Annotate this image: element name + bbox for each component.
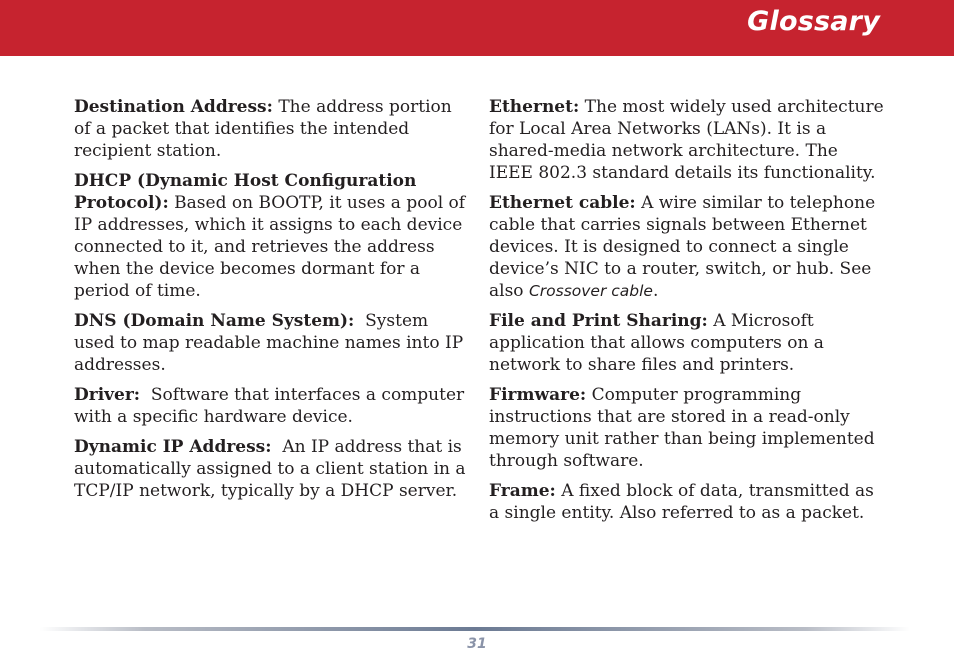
glossary-definition: Software that interfaces a computer with a specific hardware device.	[74, 385, 465, 427]
glossary-definition-end: .	[652, 281, 659, 301]
glossary-entry	[74, 310, 466, 376]
glossary-term: Firmware:	[489, 385, 587, 405]
glossary-entry	[489, 192, 885, 302]
glossary-term: Driver:	[74, 385, 141, 405]
glossary-term: Ethernet:	[489, 97, 580, 117]
glossary-entry	[489, 384, 885, 472]
page-number: 31	[467, 636, 487, 652]
glossary-entry	[74, 436, 466, 502]
glossary-term: Ethernet cable:	[489, 193, 636, 213]
glossary-term: Frame:	[489, 481, 556, 501]
glossary-column-left	[74, 96, 466, 510]
glossary-definition: A wire similar to telephone cable that carries signals between Ethernet devices. It is designed to connect a single device’s NIC to a router, switch, or hub. See also	[489, 193, 876, 301]
glossary-term: File and Print Sharing:	[489, 311, 708, 331]
glossary-entry	[74, 96, 466, 162]
glossary-term: DHCP (Dynamic Host Configuration Protocol):	[74, 171, 417, 213]
page-title: Glossary	[747, 6, 880, 37]
glossary-definition: An IP address that is automatically assigned to a client station in a TCP/IP network, typically by a DHCP server.	[74, 437, 466, 501]
glossary-entry	[74, 170, 466, 302]
glossary-column-right	[489, 96, 885, 532]
header-bar	[0, 0, 954, 56]
glossary-term: Destination Address:	[74, 97, 273, 117]
glossary-definition: Computer programming instructions that are stored in a read-only memory unit rather than being implemented through software.	[489, 385, 875, 471]
footer-divider	[40, 627, 910, 631]
glossary-definition: Based on BOOTP, it uses a pool of IP addresses, which it assigns to each device connected to it, and retrieves the address when the device becomes dormant for a period of time.	[74, 193, 466, 301]
glossary-definition: System used to map readable machine names into IP addresses.	[74, 311, 464, 375]
glossary-term: Dynamic IP Address:	[74, 437, 272, 457]
glossary-definition: A fixed block of data, transmitted as a single entity. Also referred to as a packet.	[489, 481, 874, 523]
glossary-entry	[489, 480, 885, 524]
glossary-term: DNS (Domain Name System):	[74, 311, 355, 331]
glossary-definition: A Microsoft application that allows computers on a network to share files and printers.	[489, 311, 824, 375]
glossary-definition: The address portion of a packet that identifies the intended recipient station.	[74, 97, 452, 161]
glossary-entry	[74, 384, 466, 428]
cross-reference-link: Crossover cable	[528, 282, 653, 300]
glossary-definition: The most widely used architecture for Local Area Networks (LANs). It is a shared-media network architecture. The IEEE 802.3 standard details its functionality.	[489, 97, 884, 183]
glossary-entry	[489, 96, 885, 184]
glossary-entry	[489, 310, 885, 376]
